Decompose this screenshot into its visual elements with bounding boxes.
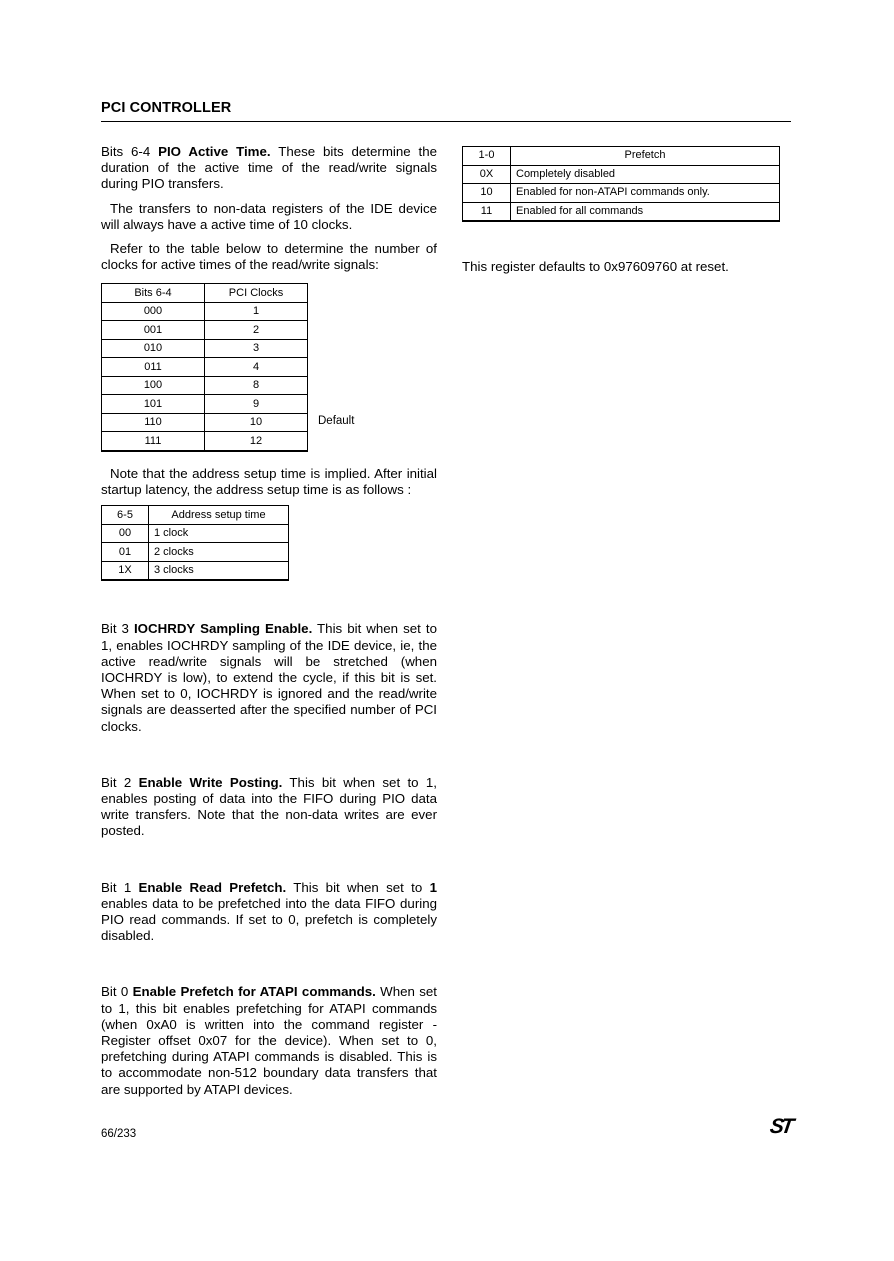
table-cell: Enabled for non-ATAPI commands only. — [511, 184, 780, 203]
bit0-paragraph: Bit 0 Enable Prefetch for ATAPI commands. When set to 1, this bit enables prefetching for ATAPI commands (when 0xA0 is written into the command register - Register offset 0x07 for the device). When set to 0, prefetching during ATAPI commands is disabled. This is to accommodate non-512 boundary data transfers that are supported by ATAPI devices. — [101, 984, 437, 1097]
table-cell: 11 — [463, 202, 511, 221]
table-header-cell: Address setup time — [149, 506, 289, 525]
page-header-title: PCI CONTROLLER — [101, 100, 232, 116]
address-setup-paragraph: Note that the address setup time is implied. After initial startup latency, the address setup time is as follows : — [101, 465, 437, 498]
table-cell: 00 — [102, 524, 149, 543]
table-cell: 011 — [102, 358, 205, 377]
table-row — [102, 395, 308, 414]
table-header-cell: PCI Clocks — [205, 284, 308, 303]
non-data-registers-paragraph: The transfers to non-data registers of the IDE device will always have a active time of 10 clocks. — [101, 200, 437, 232]
bit2-paragraph: Bit 2 Enable Write Posting. This bit when set to 1, enables posting of data into the FIFO during PIO data write transfers. Note that the non-data writes are ever posted. — [101, 774, 437, 839]
table-cell: 3 — [205, 339, 308, 358]
table-row — [102, 413, 308, 432]
table-cell: 1X — [102, 561, 149, 580]
table-header-cell: 1-0 — [463, 147, 511, 166]
prefetch-table — [462, 146, 780, 222]
table-cell: 111 — [102, 432, 205, 451]
register-default-text: This register defaults to 0x97609760 at reset. — [462, 259, 729, 274]
table-cell: Enabled for all commands — [511, 202, 780, 221]
pio-active-time-paragraph: Bits 6-4 PIO Active Time. These bits determine the duration of the active time of the read/write signals during PIO transfers. — [101, 144, 437, 192]
header-divider — [101, 121, 791, 122]
table-row — [463, 184, 780, 203]
table-header-row — [102, 284, 308, 303]
table-row — [102, 358, 308, 377]
table-cell: Completely disabled — [511, 165, 780, 184]
table-row — [102, 524, 289, 543]
table-row — [102, 339, 308, 358]
page-number: 66/233 — [101, 1128, 137, 1140]
bit3-paragraph: Bit 3 IOCHRDY Sampling Enable. This bit when set to 1, enables IOCHRDY sampling of the IDE device, ie, the active read/write signals will be stretched (when IOCHRDY is low), to extend the cycle, if this bit is set. When set to 0, IOCHRDY is ignored and the read/write signals are deasserted after the specified number of PCI clocks. — [101, 621, 437, 734]
table-row — [102, 543, 289, 562]
table-header-cell: Prefetch — [511, 147, 780, 166]
table-cell: 0X — [463, 165, 511, 184]
table-header-row — [463, 147, 780, 166]
table-header-row — [102, 506, 289, 525]
spacer — [101, 735, 437, 775]
table-cell: 9 — [205, 395, 308, 414]
table-row — [102, 432, 308, 451]
bit1-paragraph: Bit 1 Enable Read Prefetch. This bit when set to 1 enables data to be prefetched into the data FIFO during PIO read commands. If set to 0, prefetch is completely disabled. — [101, 879, 437, 944]
spacer — [101, 944, 437, 984]
refer-table-paragraph: Refer to the table below to determine the number of clocks for active times of the read/write signals: — [101, 241, 437, 273]
table-row — [102, 321, 308, 340]
table-cell: 01 — [102, 543, 149, 562]
table-cell: 10 — [463, 184, 511, 203]
table-cell: 000 — [102, 302, 205, 321]
table-cell: 10 — [205, 413, 308, 432]
table-header-cell: Bits 6-4 — [102, 284, 205, 303]
st-logo-icon: ST — [768, 1115, 793, 1138]
spacer — [101, 581, 437, 621]
pci-clocks-table-wrap — [101, 283, 437, 452]
left-column — [101, 144, 437, 1098]
table-header-cell: 6-5 — [102, 506, 149, 525]
table-row — [463, 202, 780, 221]
default-note: Default — [318, 415, 355, 428]
table-cell: 4 — [205, 358, 308, 377]
table-row — [463, 165, 780, 184]
table-cell: 010 — [102, 339, 205, 358]
table-cell: 101 — [102, 395, 205, 414]
address-setup-table — [101, 505, 289, 581]
table-cell: 100 — [102, 376, 205, 395]
table-row — [102, 376, 308, 395]
right-column — [462, 146, 792, 275]
table-cell: 001 — [102, 321, 205, 340]
table-cell: 12 — [205, 432, 308, 451]
table-cell: 1 clock — [149, 524, 289, 543]
table-cell: 8 — [205, 376, 308, 395]
table-cell: 3 clocks — [149, 561, 289, 580]
table-row — [102, 561, 289, 580]
table-cell: 110 — [102, 413, 205, 432]
table-row — [102, 302, 308, 321]
table-cell: 2 clocks — [149, 543, 289, 562]
table-cell: 2 — [205, 321, 308, 340]
table-cell: 1 — [205, 302, 308, 321]
pci-clocks-table — [101, 283, 308, 452]
spacer — [101, 840, 437, 880]
